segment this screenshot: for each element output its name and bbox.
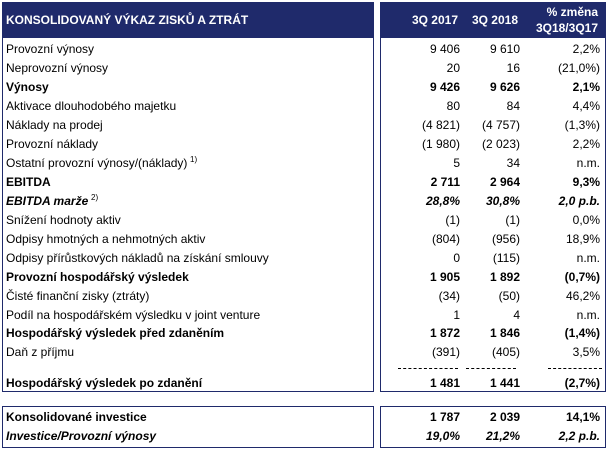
row-label: Hospodářský výsledek po zdanění xyxy=(6,376,203,390)
value-3q2017: 1 905 xyxy=(429,270,460,284)
value-3q2018: (115) xyxy=(492,251,520,265)
footnote-marker: 2) xyxy=(91,193,99,202)
value-change: n.m. xyxy=(576,308,600,322)
value-3q2017: 19,0% xyxy=(425,429,460,443)
value-3q2018: (1) xyxy=(505,213,520,227)
table-row xyxy=(2,97,606,116)
row-label: EBITDA marže xyxy=(6,194,89,208)
value-change: 2,2% xyxy=(572,137,600,151)
value-3q2018: 21,2% xyxy=(485,429,520,443)
table-row xyxy=(2,116,606,135)
table-row xyxy=(2,268,606,287)
col-header-change-line1: % změna xyxy=(546,5,598,19)
value-3q2018: 2 964 xyxy=(489,175,520,189)
value-3q2018: (2 023) xyxy=(481,137,520,151)
value-change: 46,2% xyxy=(565,289,600,303)
table-row xyxy=(2,287,606,306)
table-row xyxy=(2,230,606,249)
value-3q2017: 9 406 xyxy=(429,42,460,56)
value-change: (1,3%) xyxy=(564,118,600,132)
value-3q2017: (4 821) xyxy=(421,118,460,132)
value-3q2018: 30,8% xyxy=(485,194,520,208)
dash-col3 xyxy=(548,368,602,369)
table-row xyxy=(2,408,606,427)
row-label: Provozní hospodářský výsledek xyxy=(6,270,189,284)
value-3q2018: (50) xyxy=(498,289,520,303)
row-label: Čisté finanční zisky (ztráty) xyxy=(6,289,150,303)
col-header-change-line2: 3Q18/3Q17 xyxy=(535,21,598,35)
header-title-cell xyxy=(2,2,374,38)
value-change: 4,4% xyxy=(572,99,600,113)
value-3q2017: (1 980) xyxy=(421,137,460,151)
row-label: Investice/Provozní výnosy xyxy=(6,429,157,443)
value-3q2018: 4 xyxy=(513,308,520,322)
value-3q2017: (1) xyxy=(445,213,460,227)
row-label: Odpisy přírůstkových nákladů na získání smlouvy xyxy=(6,251,269,265)
value-3q2018: (956) xyxy=(491,232,520,246)
value-change: 18,9% xyxy=(565,232,600,246)
value-3q2017: 5 xyxy=(453,156,460,170)
row-label: Odpisy hmotných a nehmotných aktiv xyxy=(6,232,206,246)
table-row xyxy=(2,374,606,393)
value-3q2017: (34) xyxy=(438,289,460,303)
row-label: EBITDA xyxy=(6,175,51,189)
value-3q2018: 1 846 xyxy=(489,326,520,340)
row-label: Provozní výnosy xyxy=(6,42,95,56)
value-3q2018: 1 441 xyxy=(489,376,520,390)
col-header-3q2018: 3Q 2018 xyxy=(471,13,518,27)
value-change: 9,3% xyxy=(572,175,600,189)
value-3q2018: 16 xyxy=(506,61,520,75)
value-change: n.m. xyxy=(576,251,600,265)
header-values-cell xyxy=(380,2,606,38)
row-label: Konsolidované investice xyxy=(6,410,147,424)
value-3q2017: 1 xyxy=(453,308,460,322)
table-row xyxy=(2,343,606,362)
row-label: Ostatní provozní výnosy/(náklady) xyxy=(6,156,188,170)
col-header-3q2017: 3Q 2017 xyxy=(411,13,458,27)
row-label: Provozní náklady xyxy=(6,137,99,151)
row-label: Snížení hodnoty aktiv xyxy=(6,213,121,227)
table-row xyxy=(2,324,606,343)
table-row xyxy=(2,306,606,325)
row-label: Hospodářský výsledek před zdaněním xyxy=(6,326,225,340)
value-change: n.m. xyxy=(576,156,600,170)
value-change: 2,2% xyxy=(572,42,600,56)
value-change: 0,0% xyxy=(572,213,600,227)
value-change: (0,7%) xyxy=(564,270,600,284)
value-3q2017: 1 787 xyxy=(429,410,460,424)
dash-col2 xyxy=(466,368,516,369)
row-label: Aktivace dlouhodobého majetku xyxy=(6,99,177,113)
value-3q2017: 1 481 xyxy=(429,376,460,390)
value-3q2017: 80 xyxy=(446,99,460,113)
value-3q2017: 1 872 xyxy=(429,326,460,340)
table-row xyxy=(2,173,606,192)
row-label: Daň z příjmu xyxy=(6,345,75,359)
row-label: Neprovozní výnosy xyxy=(6,61,109,75)
value-change: (21,0%) xyxy=(557,61,600,75)
value-3q2018: 84 xyxy=(506,99,520,113)
table-row xyxy=(2,78,606,97)
value-change: 2,2 p.b. xyxy=(558,429,600,443)
value-3q2017: 2 711 xyxy=(430,175,460,189)
footnote-marker: 1) xyxy=(190,155,198,164)
value-3q2018: 2 039 xyxy=(489,410,520,424)
table-row xyxy=(2,40,606,59)
table-row xyxy=(2,192,606,211)
value-change: 14,1% xyxy=(565,410,600,424)
table-row xyxy=(2,211,606,230)
value-change: (1,4%) xyxy=(564,326,600,340)
value-3q2018: 34 xyxy=(506,156,520,170)
table-row xyxy=(2,59,606,78)
value-change: 3,5% xyxy=(572,345,600,359)
value-change: 2,0 p.b. xyxy=(558,194,600,208)
value-3q2018: (405) xyxy=(491,345,520,359)
value-change: 2,1% xyxy=(572,80,600,94)
value-3q2017: (804) xyxy=(431,232,460,246)
value-3q2017: (391) xyxy=(431,345,460,359)
value-3q2017: 9 426 xyxy=(429,80,460,94)
row-label: Podíl na hospodářském výsledku v joint venture xyxy=(6,308,261,322)
value-3q2017: 28,8% xyxy=(425,194,460,208)
value-3q2018: 9 610 xyxy=(489,42,520,56)
value-3q2018: 9 626 xyxy=(489,80,520,94)
table-title: KONSOLIDOVANÝ VÝKAZ ZISKŮ A ZTRÁT xyxy=(6,13,249,27)
table-row xyxy=(2,154,606,173)
table-row xyxy=(2,427,606,446)
value-change: (2,7%) xyxy=(564,376,600,390)
table-row xyxy=(2,135,606,154)
value-3q2018: (4 757) xyxy=(481,118,520,132)
row-label: Náklady na prodej xyxy=(6,118,103,132)
value-3q2018: 1 892 xyxy=(489,270,520,284)
row-label: Výnosy xyxy=(6,80,49,94)
table-row xyxy=(2,249,606,268)
dash-col1 xyxy=(398,368,458,369)
value-3q2017: 20 xyxy=(446,61,460,75)
value-3q2017: 0 xyxy=(453,251,460,265)
